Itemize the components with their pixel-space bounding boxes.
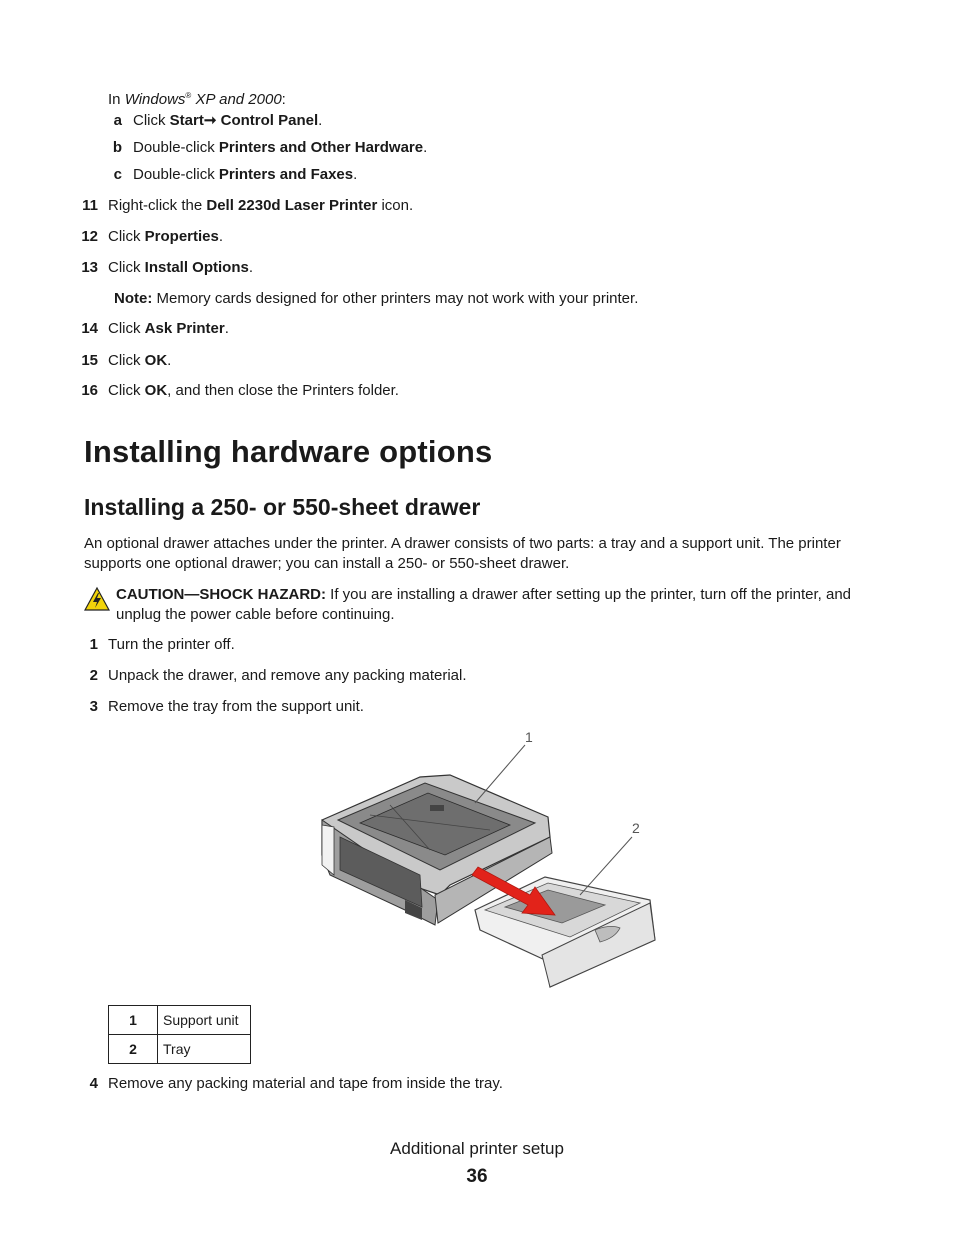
step-3: Remove the tray from the support unit. bbox=[108, 698, 364, 715]
substep-letter: b bbox=[112, 139, 122, 156]
step-number: 13 bbox=[81, 259, 98, 276]
step-1: Turn the printer off. bbox=[108, 636, 235, 653]
section-heading: Installing hardware options bbox=[84, 434, 493, 469]
step-number: 15 bbox=[81, 352, 98, 369]
step-number: 1 bbox=[89, 636, 98, 653]
windows-intro: In Windows® XP and 2000: bbox=[108, 91, 286, 108]
step-11: Right-click the Dell 2230d Laser Printer icon. bbox=[108, 197, 414, 214]
legend-key: 1 bbox=[109, 1006, 158, 1035]
substep-c: Double-click Printers and Faxes. bbox=[133, 166, 358, 183]
table-row bbox=[109, 1006, 251, 1035]
subsection-heading: Installing a 250- or 550-sheet drawer bbox=[84, 494, 481, 520]
step-2: Unpack the drawer, and remove any packing material. bbox=[108, 667, 467, 684]
callout-1: 1 bbox=[525, 729, 533, 745]
shock-hazard-icon bbox=[84, 586, 110, 612]
legend-table bbox=[108, 1005, 251, 1064]
tray-drawing bbox=[475, 877, 655, 987]
table-row bbox=[109, 1035, 251, 1064]
step-15: Click OK. bbox=[108, 352, 172, 369]
step-number: 14 bbox=[81, 320, 98, 337]
page-number: 36 bbox=[466, 1166, 488, 1187]
step-number: 4 bbox=[89, 1075, 98, 1092]
drawer-illustration bbox=[310, 725, 670, 995]
step-number: 3 bbox=[89, 698, 98, 715]
legend-label: Tray bbox=[158, 1035, 251, 1064]
legend-label: Support unit bbox=[158, 1006, 251, 1035]
footer-section: Additional printer setup bbox=[390, 1139, 564, 1158]
intro-paragraph: An optional drawer attaches under the printer. A drawer consists of two parts: a tray and a support unit. The printer supports one optional drawer; you can install a 250- or 550-sheet drawer. bbox=[84, 535, 841, 572]
substep-letter: c bbox=[113, 166, 122, 183]
substep-a: Click Start➞ Control Panel. bbox=[133, 112, 323, 129]
note: Note: Memory cards designed for other printers may not work with your printer. bbox=[114, 290, 639, 307]
caution-text: CAUTION—SHOCK HAZARD: If you are installing a drawer after setting up the printer, turn off the printer, and unplug the power cable before continuing. bbox=[116, 586, 852, 623]
step-4: Remove any packing material and tape from inside the tray. bbox=[108, 1075, 503, 1092]
step-12: Click Properties. bbox=[108, 228, 224, 245]
step-number: 2 bbox=[89, 667, 98, 684]
step-number: 12 bbox=[81, 228, 98, 245]
legend-key: 2 bbox=[109, 1035, 158, 1064]
step-number: 16 bbox=[81, 382, 98, 399]
substep-letter: a bbox=[113, 112, 122, 129]
step-14: Click Ask Printer. bbox=[108, 320, 229, 337]
step-number: 11 bbox=[82, 197, 98, 214]
callout-2: 2 bbox=[632, 820, 640, 836]
step-13: Click Install Options. bbox=[108, 259, 254, 276]
step-16: Click OK, and then close the Printers folder. bbox=[108, 382, 399, 399]
substep-b: Double-click Printers and Other Hardware. bbox=[133, 139, 428, 156]
